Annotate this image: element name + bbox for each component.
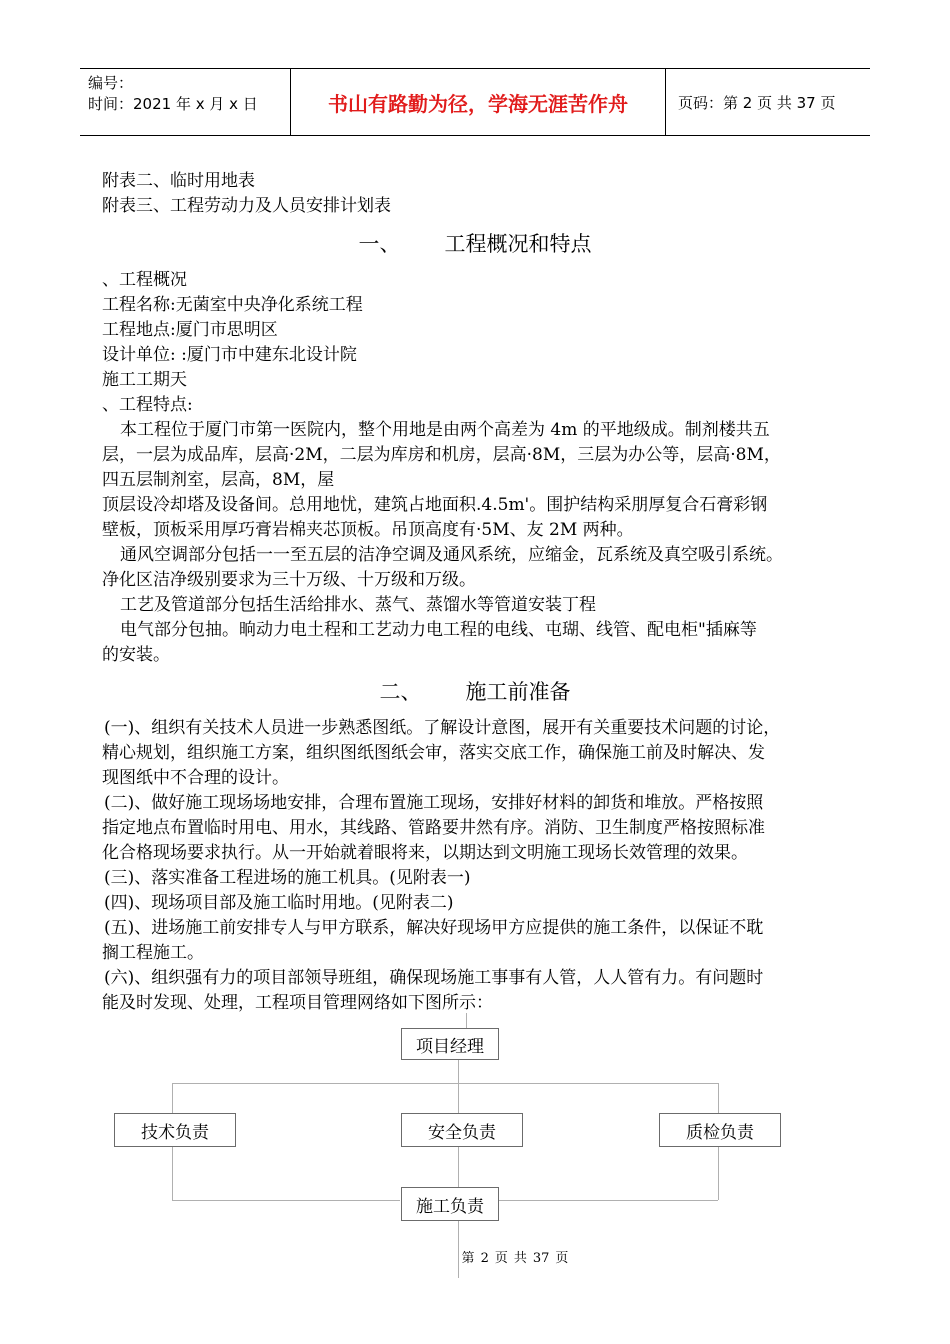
section-2-title: 施工前准备 <box>465 680 571 704</box>
paragraph-line: 顶层设冷却塔及设备间。总用地忧，建筑占地面积.4.5m'。围护结构采朋厚复合石膏彩钢 <box>102 495 768 515</box>
footer-ye-2: 页 <box>555 1251 569 1266</box>
number-label: 编号： <box>88 74 134 92</box>
paragraph-line: 四五层制剂室，层高，8M，屋 <box>102 470 335 490</box>
paragraph-line: 壁板，顶板采用厚巧膏岩棉夹芯顶板。吊顶高度有·5M、友 2M 两种。 <box>102 520 634 540</box>
project-location: 工程地点:厦门市思明区 <box>102 320 278 340</box>
prep-line: (一)、组织有关技术人员进一步熟悉图纸。了解设计意图，展开有关重要技术问题的讨论， <box>104 718 781 738</box>
section-1-heading <box>0 230 950 258</box>
page-label: 页码：第 2 页 共 37 页 <box>678 93 836 112</box>
paragraph-line: 的安装。 <box>102 645 170 665</box>
connector-line <box>172 1083 173 1113</box>
time-label: 时间：2021 年 x 月 x 日 <box>88 95 258 113</box>
footer-gong: 共 <box>513 1251 527 1266</box>
paragraph-line: 净化区洁净级别要求为三十万级、十万级和万级。 <box>102 570 476 590</box>
org-box-safety: 安全负责 <box>401 1113 523 1147</box>
appendix-line-3: 附表三、工程劳动力及人员安排计划表 <box>102 196 391 216</box>
prep-line: (三)、落实准备工程进场的施工机具。(见附表一) <box>104 868 471 888</box>
connector-line <box>498 1200 718 1201</box>
features-heading: 、工程特点: <box>102 395 193 415</box>
connector-line <box>172 1083 718 1084</box>
footer-ye: 页 <box>494 1251 508 1266</box>
prep-line: (四)、现场项目部及施工临时用地。(见附表二) <box>104 893 454 913</box>
section-2-heading <box>0 678 950 706</box>
footer-di: 第 <box>461 1251 475 1266</box>
prep-line: 搁工程施工。 <box>102 943 204 963</box>
page-footer <box>0 1247 950 1266</box>
project-name: 工程名称:无菌室中央净化系统工程 <box>102 295 363 315</box>
org-box-project-manager: 项目经理 <box>401 1028 499 1060</box>
overview-heading: 、工程概况 <box>102 270 187 290</box>
construction-period: 施工工期天 <box>102 370 187 390</box>
footer-total-pages: 37 <box>532 1251 550 1266</box>
org-box-quality: 质检负责 <box>659 1113 781 1147</box>
prep-line: (二)、做好施工现场场地安排，合理布置施工现场，安排好材料的卸货和堆放。严格按照 <box>104 793 764 813</box>
appendix-line-2: 附表二、临时用地表 <box>102 171 255 191</box>
prep-line: 指定地点布置临时用电、用水，其线路、管路要井然有序。消防、卫生制度严格按照标准 <box>102 818 765 838</box>
paragraph-line: 通风空调部分包括一一至五层的洁净空调及通风系统，应缩金，瓦系统及真空吸引系统。 <box>120 545 783 565</box>
prep-line: (五)、进场施工前安排专人与甲方联系，解决好现场甲方应提供的施工条件，以保证不耽 <box>104 918 764 938</box>
connector-line <box>172 1200 400 1201</box>
connector-line <box>172 1146 173 1200</box>
design-unit: 设计单位: :厦门市中建东北设计院 <box>102 345 357 365</box>
footer-page-number: 2 <box>480 1251 489 1266</box>
prep-line: 能及时发现、处理，工程项目管理网络如下图所示： <box>102 993 493 1013</box>
motto: 书山有路勤为径，学海无涯苦作舟 <box>291 69 666 135</box>
org-box-technical: 技术负责 <box>114 1113 236 1147</box>
paragraph-line: 本工程位于厦门市第一医院内，整个用地是由两个高差为 4m 的平地级成。制剂楼共五 <box>120 420 770 440</box>
prep-line: 精心规划，组织施工方案，组织图纸图纸会审，落实交底工作，确保施工前及时解决、发 <box>102 743 765 763</box>
header-left-cell <box>80 69 291 135</box>
prep-line: (六)、组织强有力的项目部领导班组，确保现场施工事事有人管，人人管有力。有问题时 <box>104 968 764 988</box>
paragraph-line: 工艺及管道部分包括生活给排水、蒸气、蒸馏水等管道安装丁程 <box>120 595 596 615</box>
connector-line <box>466 1013 467 1029</box>
paragraph-line: 电气部分包抽。晌动力电土程和工艺动力电工程的电线、屯瑚、线管、配电柜"插麻等 <box>120 620 757 640</box>
paragraph-line: 层，一层为成品库，层高·2M，二层为库房和机房，层高·8M，三层为办公等，层高·8M， <box>102 445 781 465</box>
connector-line <box>718 1083 719 1113</box>
prep-line: 化合格现场要求执行。从一开始就着眼将来，以期达到文明施工现场长效管理的效果。 <box>102 843 748 863</box>
section-1-number: 一、 <box>358 232 401 256</box>
section-2-number: 二、 <box>379 680 422 704</box>
section-1-title: 工程概况和特点 <box>444 232 592 256</box>
org-box-construction: 施工负责 <box>401 1187 499 1221</box>
connector-line <box>718 1146 719 1200</box>
page-header <box>80 68 870 136</box>
prep-line: 现图纸中不合理的设计。 <box>102 768 289 788</box>
